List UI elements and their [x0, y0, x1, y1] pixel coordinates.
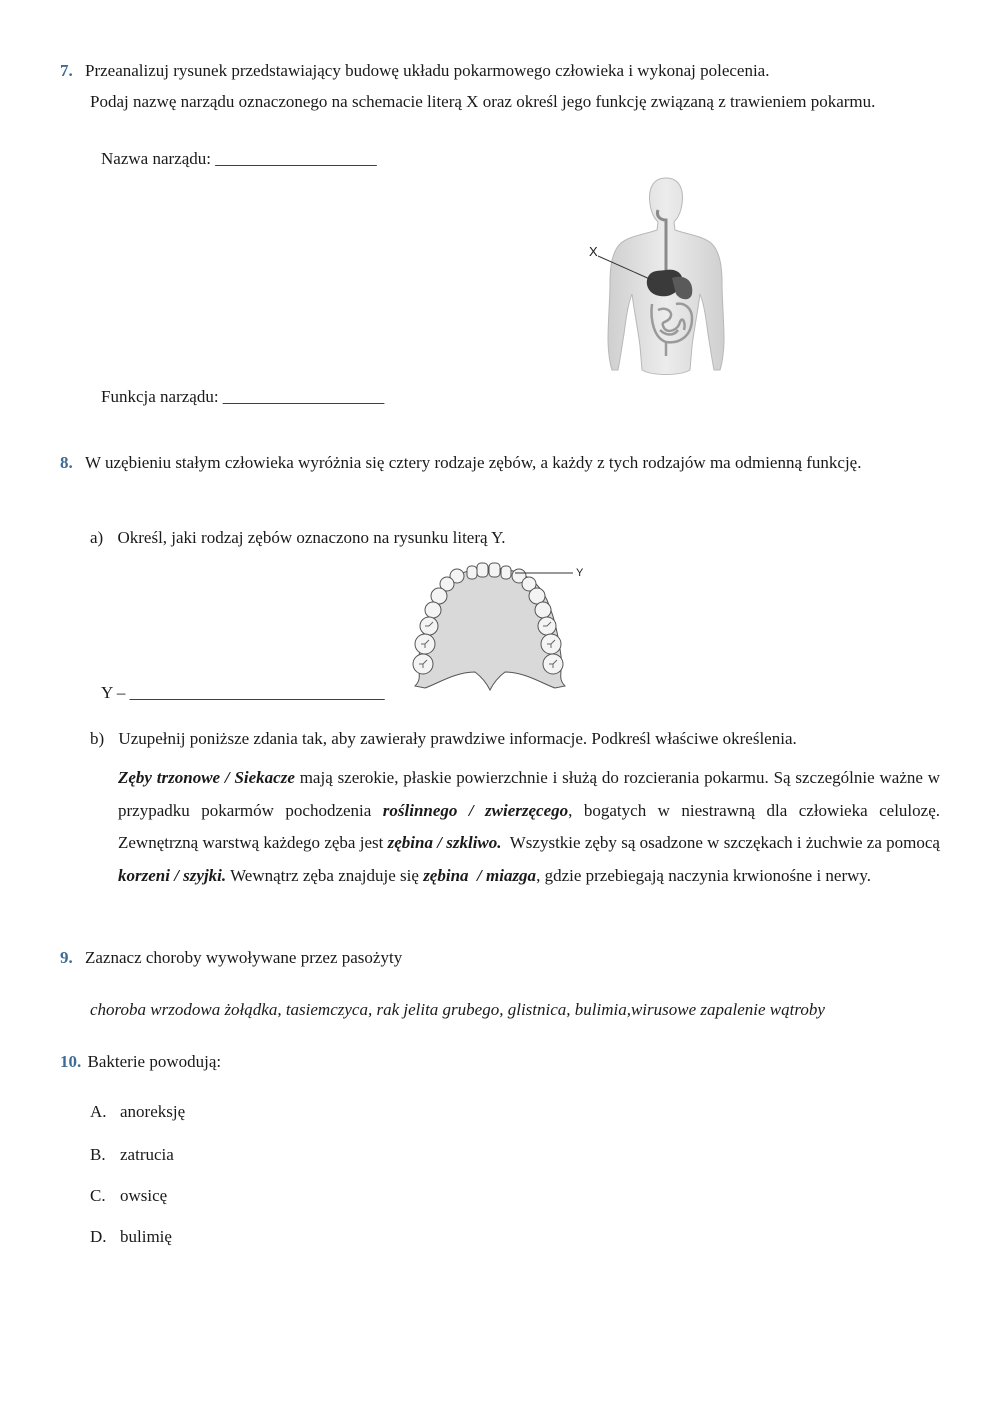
- option-letter: C.: [90, 1186, 106, 1205]
- paragraph-text-3: Wszystkie zęby są osadzone w szczękach i żuchwie za pomocą: [501, 833, 945, 852]
- q10-title: Bakterie powodują:: [87, 1052, 222, 1071]
- option-text: bulimię: [120, 1227, 172, 1246]
- q8-title-row: [60, 452, 960, 474]
- q8b-letter: b): [90, 729, 105, 748]
- q8a-text: Określ, jaki rodzaj zębów oznaczono na rysunku literą Y.: [117, 528, 506, 547]
- option-letter: D.: [90, 1227, 107, 1246]
- q10-number: 10.: [60, 1052, 82, 1071]
- q9-title-row: [60, 947, 402, 969]
- q7-title: Przeanalizuj rysunek przedstawiający budowę układu pokarmowego człowieka i wykonaj polecenia.: [85, 61, 770, 80]
- option-text: owsicę: [120, 1186, 168, 1205]
- option-text: anoreksję: [120, 1102, 186, 1121]
- paragraph-text-2: , bogatych w niestrawną dla człowieka celulozę. Zewnętrzną warstwą każdego zęba jest: [118, 800, 940, 852]
- q9-number: 9.: [60, 948, 73, 967]
- q10-option-c[interactable]: [90, 1186, 167, 1206]
- x-label: X: [589, 244, 598, 259]
- q8-title: W uzębieniu stałym człowieka wyróżnia się cztery rodzaje zębów, a każdy z tych rodzajów ma odmienną funkcję.: [85, 453, 862, 472]
- choice-outer-layer[interactable]: zębina / szkliwo.: [387, 833, 502, 852]
- q8b-paragraph: [118, 762, 945, 892]
- q8b-row: [90, 728, 797, 750]
- q7-name-line: Nazwa narządu: ___________________: [101, 149, 377, 168]
- choice-food-origin[interactable]: roślinnego / zwierzęcego: [382, 800, 569, 820]
- paragraph-text-4: Wewnątrz zęba znajduje się: [226, 865, 424, 885]
- q10-title-row: [60, 1051, 221, 1073]
- q9-disease-list[interactable]: choroba wrzodowa żołądka, tasiemczyca, rak jelita grubego, glistnica, bulimia,wirusowe zapalenie wątroby: [90, 1000, 825, 1019]
- paragraph-text-1: mają szerokie, płaskie powierzchnie i służą do rozcierania pokarmu. Są szczególnie ważne w przypadku pokarmów pochodzenia: [118, 768, 941, 820]
- choice-anchoring[interactable]: korzeni / szyjki.: [118, 865, 227, 885]
- paragraph-text-5: , gdzie przebiegają naczynia krwionośne i nerwy.: [536, 865, 872, 885]
- q7-title-row: [60, 60, 940, 82]
- q8b-text: Uzupełnij poniższe zdania tak, aby zawierały prawdziwe informacje. Podkreśl właściwe określenia.: [118, 729, 797, 748]
- option-text: zatrucia: [120, 1145, 174, 1164]
- q7-number: 7.: [60, 61, 73, 80]
- teeth-figure: [405, 560, 595, 700]
- q7-instruction: Podaj nazwę narządu oznaczonego na schemacie literą X oraz określ jego funkcję związaną z trawieniem pokarmu.: [90, 92, 876, 111]
- option-letter: A.: [90, 1102, 107, 1121]
- y-label: Y: [576, 567, 584, 579]
- q8a-answer-line: Y – ______________________________: [101, 683, 385, 702]
- q8a-row: [90, 527, 506, 549]
- option-letter: B.: [90, 1145, 106, 1164]
- q7-function-line: Funkcja narządu: ___________________: [101, 387, 385, 406]
- q9-title: Zaznacz choroby wywoływane przez pasożyty: [85, 948, 403, 967]
- q8-number: 8.: [60, 453, 73, 472]
- q10-option-b[interactable]: [90, 1145, 174, 1165]
- choice-inner-layer[interactable]: zębina / miazga: [423, 865, 537, 885]
- digestive-system-figure: [580, 170, 760, 400]
- q8a-letter: a): [90, 528, 104, 547]
- choice-tooth-type[interactable]: Zęby trzonowe / Siekacze: [118, 768, 295, 787]
- q10-option-d[interactable]: [90, 1227, 172, 1247]
- q10-option-a[interactable]: [90, 1102, 185, 1122]
